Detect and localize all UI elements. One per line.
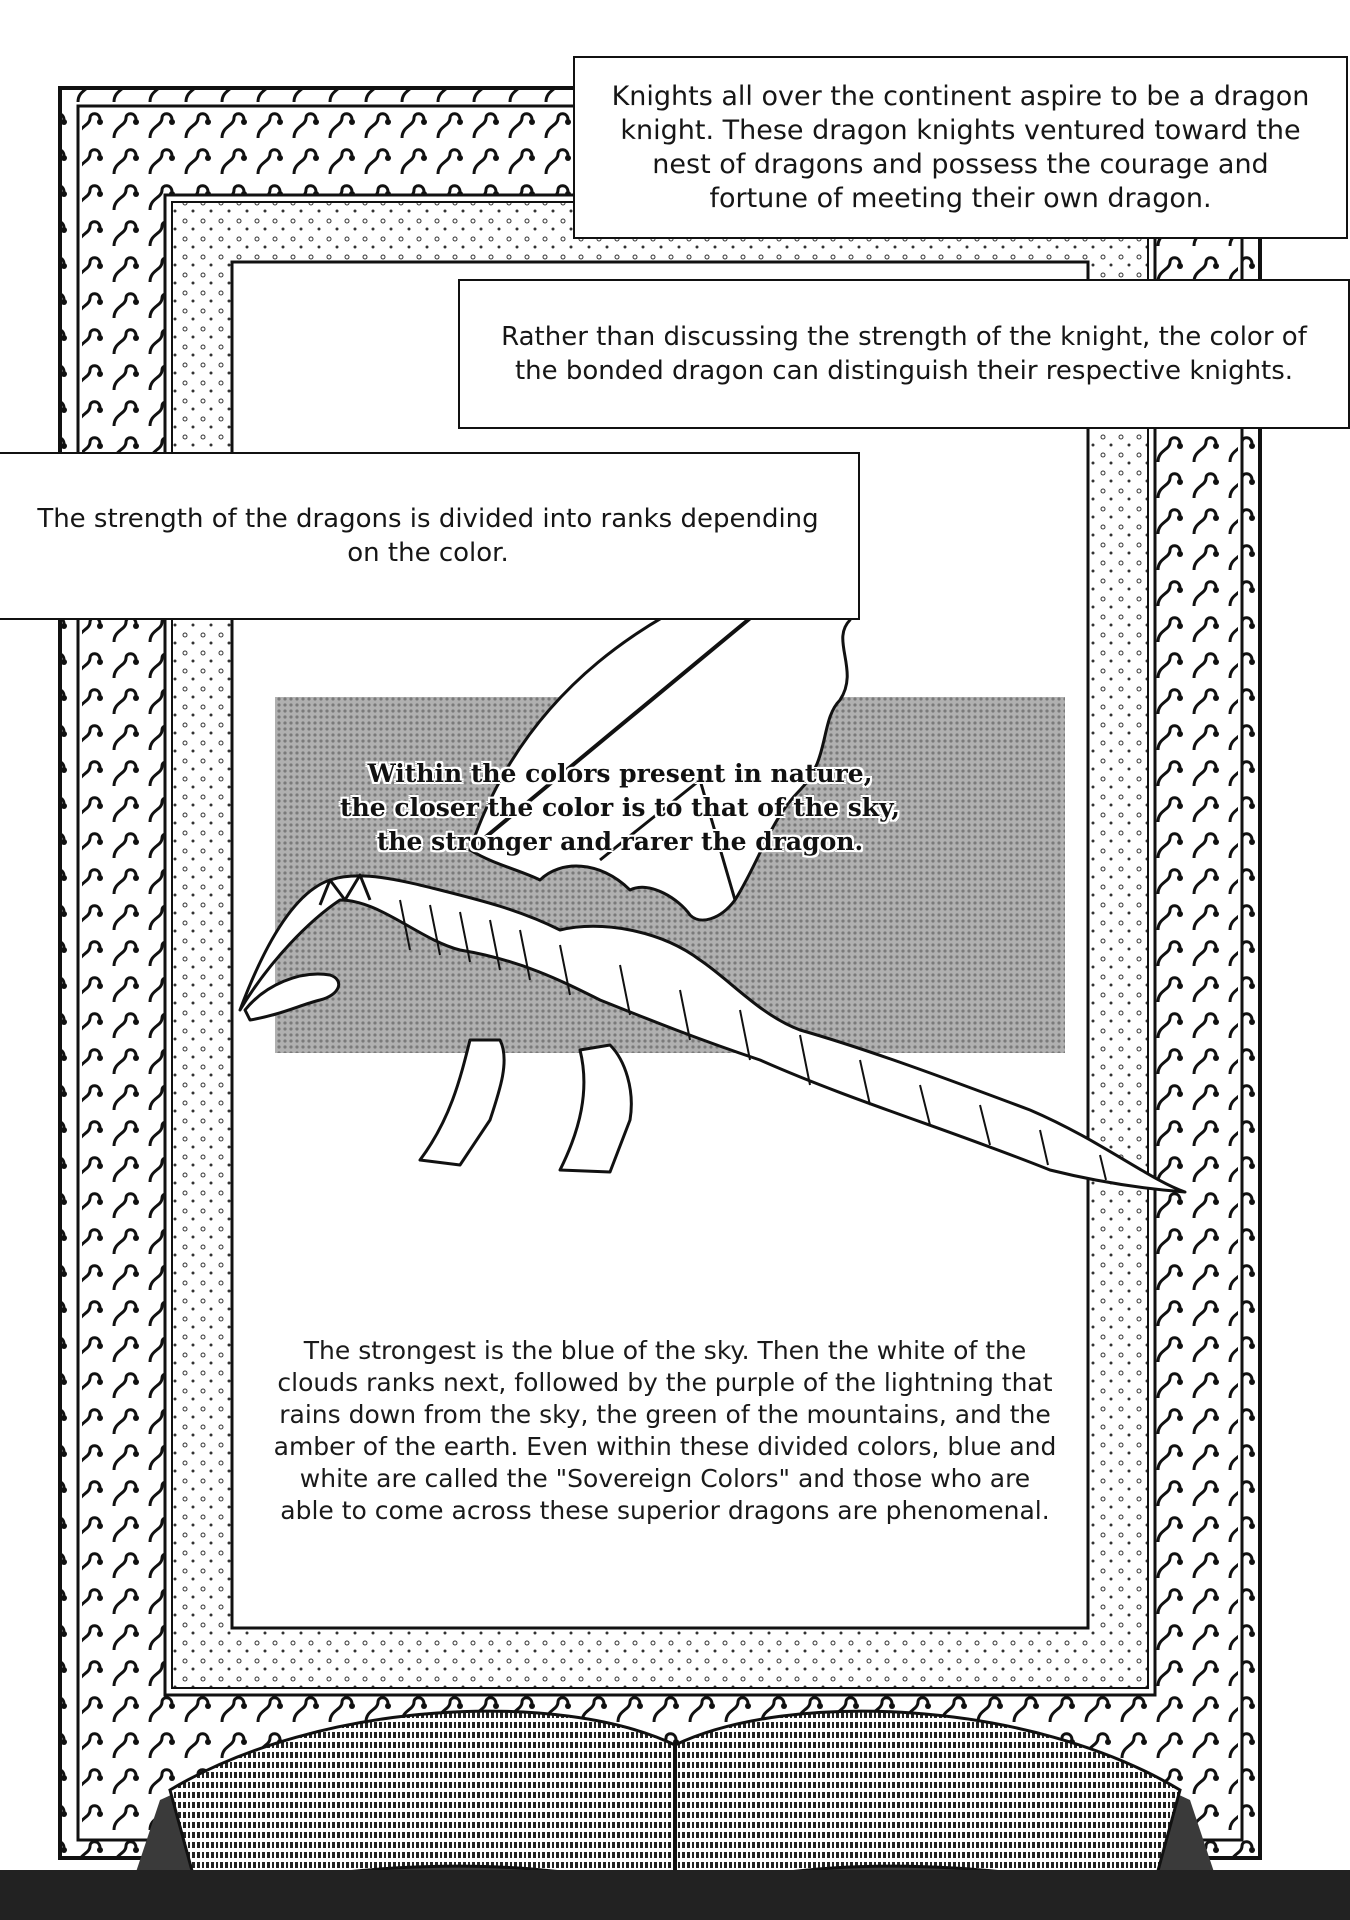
caption-text-dragon-color: Rather than discussing the strength of the knight, the color of the bonded dragon can distinguish their respective knights. [501,322,1307,386]
caption-box-dragon-ranks [0,452,860,620]
caption-box-dragon-color [458,279,1350,429]
caption-box-dragon-knights [573,56,1348,239]
sky-text-line: the closer the color is to that of the sky, [340,793,900,822]
caption-text-dragon-knights: Knights all over the continent aspire to be a dragon knight. These dragon knights ventured toward the nest of dragons and possess the courage and fortune of meeting their own dragon. [611,80,1310,214]
sovereign-colors-paragraph: The strongest is the blue of the sky. Then the white of the clouds ranks next, followed by the purple of the lightning that rains down from the sky, the green of the mountains, and the amber of the earth. Even within these divided colors, blue and white are called the "Sovereign Colors" and those who are able to come across these superior dragons are phenomenal. [273,1336,1057,1525]
sky-color-statement [340,757,900,859]
caption-text-dragon-ranks: The strength of the dragons is divided into ranks depending on the color. [37,504,819,568]
sky-text-line: Within the colors present in nature, [367,759,873,788]
sky-text-line: the stronger and rarer the dragon. [376,827,864,856]
